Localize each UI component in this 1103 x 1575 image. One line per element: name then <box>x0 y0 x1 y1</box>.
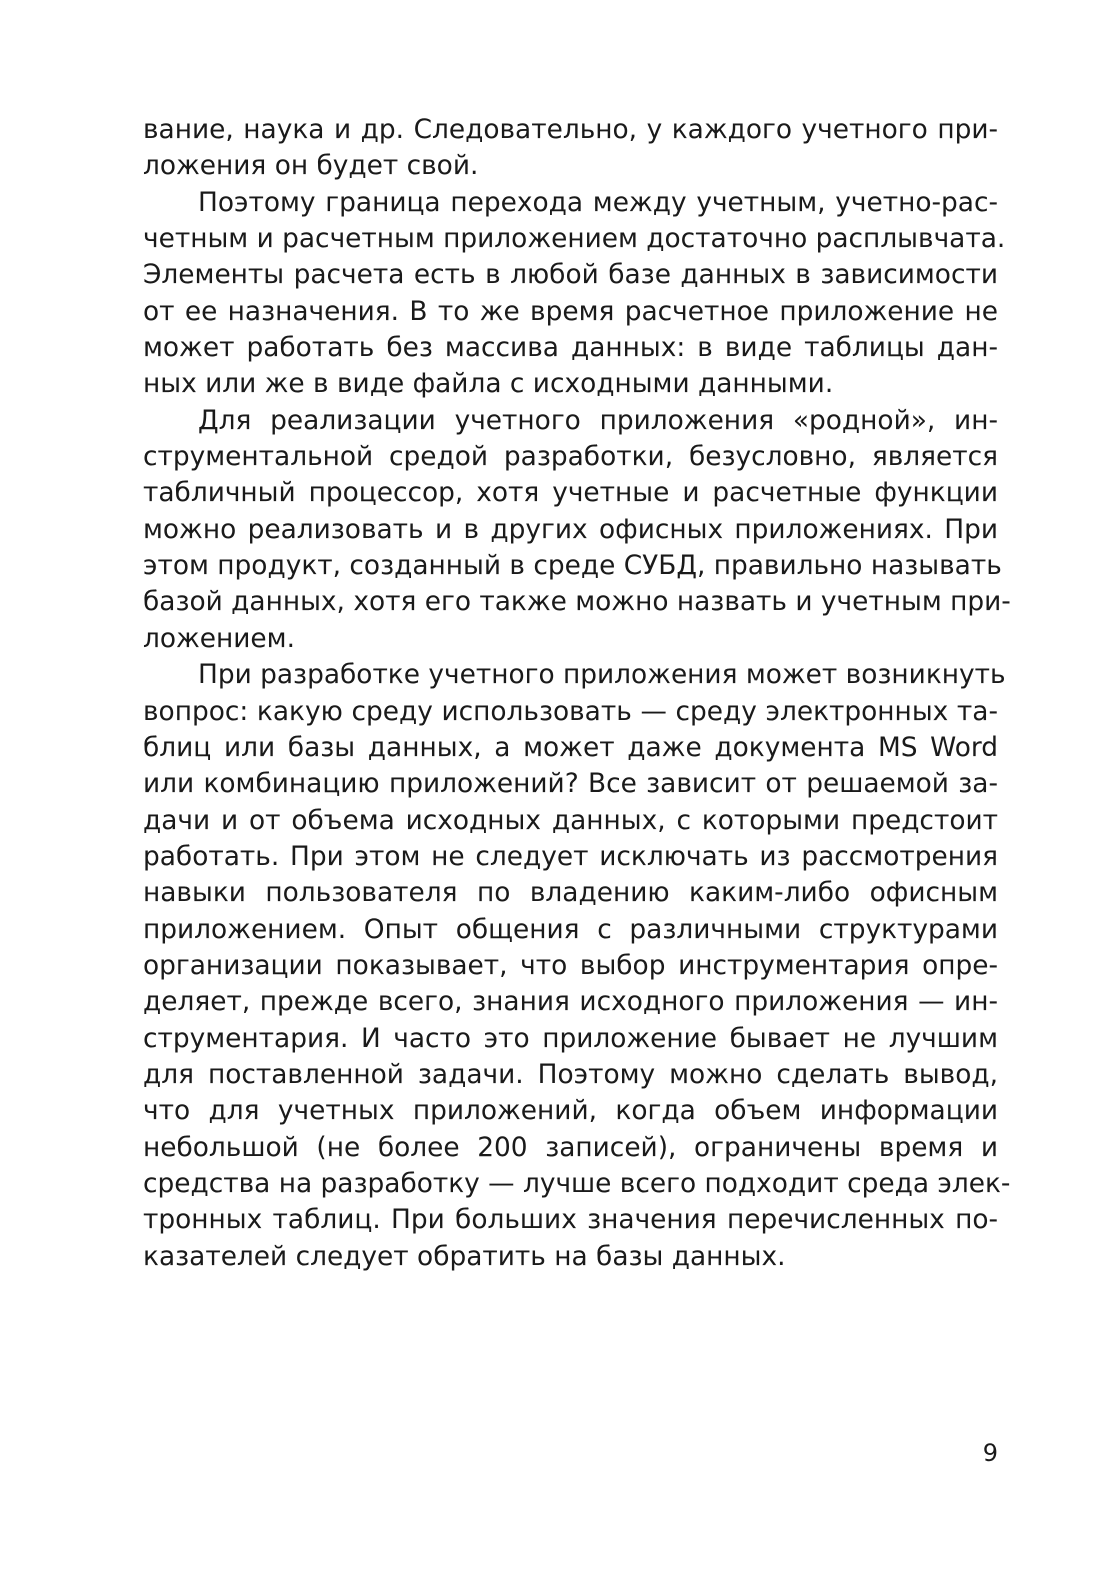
text-line: что для учетных приложений, когда объем информации <box>143 1095 998 1127</box>
text-line: вопрос: какую среду использовать — среду электронных та- <box>143 695 998 727</box>
text-line: вание, наука и др. Следовательно, у каждого учетного при- <box>143 114 998 145</box>
text-line: организации показывает, что выбор инструментария опре- <box>143 949 998 981</box>
text-line: тронных таблиц. При больших значения перечисленных по- <box>143 1204 998 1236</box>
text-line: приложением. Опыт общения с различными структурами <box>143 913 998 945</box>
text-line: Элементы расчета есть в любой базе данных в зависимости <box>143 259 998 291</box>
text-line: базой данных, хотя его также можно назвать и учетным при- <box>143 586 1011 618</box>
text-line: струментальной средой разработки, безусловно, является <box>143 441 998 473</box>
text-line: этом продукт, созданный в среде СУБД, правильно называть <box>143 550 1002 582</box>
text-line: струментария. И часто это приложение бывает не лучшим <box>143 1022 998 1054</box>
text-line: небольшой (не более 200 записей), ограничены время и <box>143 1131 998 1163</box>
text-line: блиц или базы данных, а может даже документа MS Word <box>143 731 998 763</box>
text-line: для поставленной задачи. Поэтому можно сделать вывод, <box>143 1058 998 1090</box>
text-line: или комбинацию приложений? Все зависит от решаемой за- <box>143 768 998 800</box>
text-line: средства на разработку — лучше всего подходит среда элек- <box>143 1167 1011 1199</box>
text-line: ложением. <box>143 622 295 654</box>
text-line: ных или же в виде файла с исходными данными. <box>143 368 834 400</box>
text-line: Поэтому граница перехода между учетным, учетно-рас- <box>198 186 998 218</box>
text-line: ложения он будет свой. <box>143 150 479 182</box>
text-line: может работать без массива данных: в виде таблицы дан- <box>143 332 998 364</box>
text-line: от ее назначения. В то же время расчетное приложение не <box>143 295 998 327</box>
text-line: можно реализовать и в других офисных приложениях. При <box>143 513 998 545</box>
body-text <box>143 112 1011 1275</box>
text-line: навыки пользователя по владению каким-либо офисным <box>143 877 998 909</box>
text-line: работать. При этом не следует исключать из рассмотрения <box>143 840 998 872</box>
text-line: Для реализации учетного приложения «родной», ин- <box>198 404 998 436</box>
text-line: табличный процессор, хотя учетные и расчетные функции <box>143 477 998 509</box>
text-line: казателей следует обратить на базы данных. <box>143 1240 786 1272</box>
text-line: При разработке учетного приложения может возникнуть <box>198 659 1006 691</box>
text-line: деляет, прежде всего, знания исходного приложения — ин- <box>143 986 998 1018</box>
text-line: дачи и от объема исходных данных, с которыми предстоит <box>143 804 998 836</box>
text-line: четным и расчетным приложением достаточно расплывчата. <box>143 223 1006 255</box>
page-number: 9 <box>982 1439 998 1467</box>
